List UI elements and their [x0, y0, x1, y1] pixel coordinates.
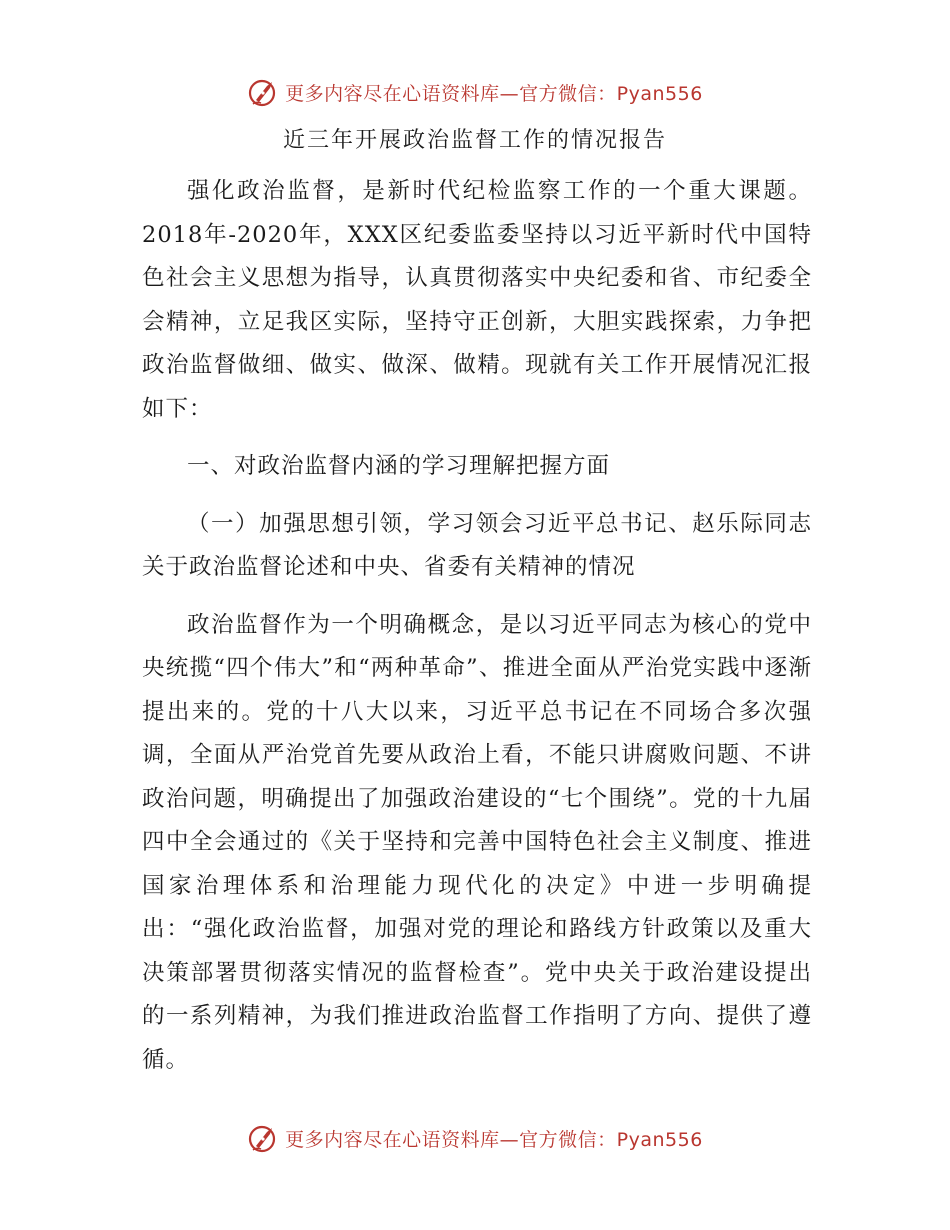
- section-heading: 一、对政治监督内涵的学习理解把握方面: [187, 453, 611, 479]
- pen-nib-logo-icon: [247, 1122, 281, 1154]
- footer-banner: [0, 1118, 950, 1158]
- body-paragraph: 政治监督作为一个明确概念，是以习近平同志为核心的党中央统揽“四个伟大”和“两种革命”、推进全面从严治党实践中逐渐提出来的。党的十八大以来，习近平总书记在不同场合多次强调，全面从严治党首先要从政治上看，不能只讲腐败问题、不讲政治问题，明确提出了加强政治建设的“七个围绕”。党的十九届四中全会通过的《关于坚持和完善中国特色社会主义制度、推进国家治理体系和治理能力现代化的决定》中进一步明确提出：“强化政治监督，加强对党的理论和路线方针政策以及重大决策部署贯彻落实情况的监督检查”。党中央关于政治建设提出的一系列精神，为我们推进政治监督工作指明了方向、提供了遵循。: [142, 611, 812, 1073]
- document-title: 近三年开展政治监督工作的情况报告: [282, 128, 667, 153]
- pen-nib-logo-icon: [247, 76, 281, 108]
- header-banner-text: 更多内容尽在心语资料库—官方微信：Pyan556: [285, 82, 703, 105]
- document-body: [142, 170, 812, 1096]
- footer-banner-text: 更多内容尽在心语资料库—官方微信：Pyan556: [285, 1128, 703, 1151]
- intro-paragraph: 强化政治监督，是新时代纪检监察工作的一个重大课题。2018年-2020年，XXX区纪委监委坚持以习近平新时代中国特色社会主义思想为指导，认真贯彻落实中央纪委和省、市纪委全会精神，立足我区实际，坚持守正创新，大胆实践探索，力争把政治监督做细、做实、做深、做精。现就有关工作开展情况汇报如下：: [142, 178, 812, 422]
- header-banner: [0, 72, 950, 112]
- subsection-heading: （一）加强思想引领，学习领会习近平总书记、赵乐际同志关于政治监督论述和中央、省委有关精神的情况: [142, 510, 812, 580]
